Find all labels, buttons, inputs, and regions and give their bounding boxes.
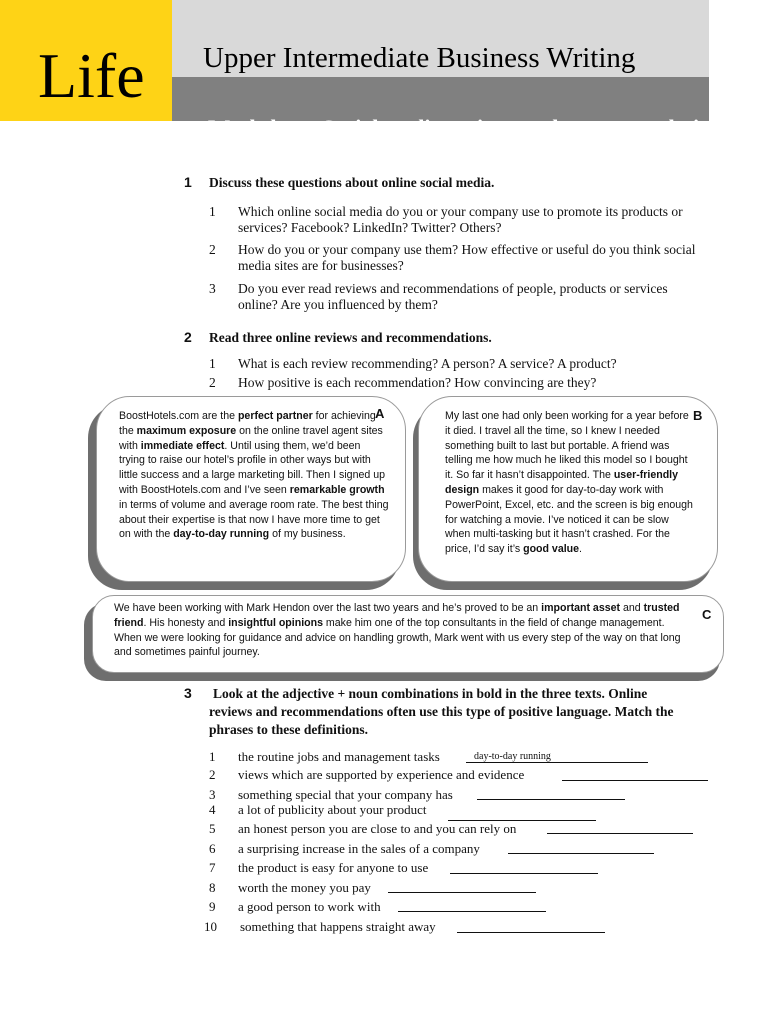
def-7-text: the product is easy for anyone to use	[238, 860, 429, 875]
review-c-bold-1: important asset	[541, 602, 621, 614]
def-1-text: the routine jobs and management tasks	[238, 749, 440, 764]
review-a-bold-5: day-to-day running	[173, 528, 270, 541]
life-logo: Life	[38, 40, 145, 111]
def-8-text: worth the money you pay	[238, 880, 371, 895]
s2-q2-text: How positive is each recommendation? How convincing are they?	[238, 375, 597, 390]
review-a-bold-2: maximum exposure	[136, 424, 237, 437]
def-6-text: a surprising increase in the sales of a company	[238, 841, 480, 856]
def-10-text: something that happens straight away	[240, 919, 436, 934]
section-3-heading-line-2: reviews and recommendations often use this type of positive language. Match the	[209, 704, 674, 719]
review-c-bold-3: insightful opinions	[228, 616, 323, 629]
s1-q3-number: 3	[209, 281, 216, 296]
def-2-answer-line[interactable]	[562, 780, 708, 781]
def-5-number: 5	[209, 821, 216, 836]
review-a-bold-4: remarkable growth	[289, 483, 385, 496]
s2-q2-number: 2	[209, 375, 216, 390]
def-8-number: 8	[209, 880, 216, 895]
def-2-text: views which are supported by experience and evidence	[238, 767, 525, 782]
def-8-answer-line[interactable]	[388, 892, 536, 893]
def-6-answer-line[interactable]	[508, 853, 654, 854]
def-3-text: something special that your company has	[238, 787, 453, 802]
def-5-text: an honest person you are close to and you can rely on	[238, 821, 517, 836]
def-1-number: 1	[209, 749, 216, 764]
def-5-answer-line[interactable]	[547, 833, 693, 834]
review-a-bubble: BoostHotels.com are the perfect partner for achieving the maximum exposure on the online travel agent sites with immediate effect. Until using them, we’d been trying to raise our hotel’s profile in other ways but with little success and a large marketing bill. Then I signed up with BoostHotels.com and I’ve seen remarkable growth in terms of volume and average room rate. The best thing about their expertise is that now I have more time to get on with the day-to-day running of my business.	[96, 396, 406, 582]
def-10-number: 10	[204, 919, 217, 934]
def-9-answer-line[interactable]	[398, 911, 546, 912]
review-c-letter: C	[702, 607, 712, 622]
def-3-answer-line[interactable]	[477, 799, 625, 800]
page-title: Upper Intermediate Business Writing	[203, 42, 636, 74]
section-3-heading-line-3: phrases to these definitions.	[209, 722, 369, 737]
worksheet-subtitle-cut: Worksheet: Social media reviews and recommendations	[208, 115, 731, 140]
def-4-number: 4	[209, 802, 216, 817]
section-2-heading: Read three online reviews and recommendations.	[209, 330, 492, 345]
section-3-heading-line-1: Look at the adjective + noun combinations in bold in the three texts. Online	[213, 686, 648, 701]
def-9-number: 9	[209, 899, 216, 914]
s1-q2-number: 2	[209, 242, 216, 257]
def-7-answer-line[interactable]	[450, 873, 598, 874]
def-7-number: 7	[209, 860, 216, 875]
review-b-bold-2: good value	[523, 543, 580, 556]
s1-q2-text: How do you or your company use them? How effective or useful do you think social media sites are for businesses?	[238, 242, 696, 273]
s1-q3-text: Do you ever read reviews and recommendations of people, products or services online? Are you influenced by them?	[238, 281, 668, 312]
def-4-text: a lot of publicity about your product	[238, 802, 427, 817]
s1-q1-number: 1	[209, 204, 216, 219]
section-3-number: 3	[184, 685, 192, 701]
review-b-letter: B	[693, 408, 703, 423]
review-a-letter: A	[375, 406, 385, 421]
s2-q1-number: 1	[209, 356, 216, 371]
def-2-number: 2	[209, 767, 216, 782]
review-c-bold-2: trusted friend	[114, 602, 680, 629]
def-1-answer-line[interactable]	[466, 762, 648, 763]
def-6-number: 6	[209, 841, 216, 856]
review-a-bold-1: perfect partner	[237, 410, 313, 422]
review-b-bold-1: user-friendly design	[445, 469, 678, 496]
def-9-text: a good person to work with	[238, 899, 381, 914]
def-3-number: 3	[209, 787, 216, 802]
s1-q1-text: Which online social media do you or your company use to promote its products or services? Facebook? LinkedIn? Twitter? Others?	[238, 204, 683, 235]
s2-q1-text: What is each review recommending? A person? A service? A product?	[238, 356, 617, 371]
def-1-answer: day-to-day running	[474, 751, 551, 762]
header-banner-dark	[172, 77, 731, 140]
review-a-bold-3: immediate effect	[140, 439, 225, 452]
review-b-bubble: My last one had only been working for a year before it died. I travel all the time, so I knew I needed something built to last but portable. A friend was telling me how much he liked this model so I bought it. So far it hasn’t disappointed. The user-friendly design makes it good for day-to-day work with PowerPoint, Excel, etc. and the screen is big enough for watching a movie. I’ve noticed it can be slow when multi-tasking but it hasn’t crashed. For the price, I’d say it’s good value.	[418, 396, 718, 582]
section-2-number: 2	[184, 329, 192, 345]
review-c-bubble: We have been working with Mark Hendon over the last two years and he’s proved to be an important asset and trusted friend. His honesty and insightful opinions make him one of the top consultants in the field of change management. When we were looking for guidance and advice on handling growth, Mark went with us every step of the way on that long and sometimes painful journey.	[92, 595, 724, 673]
def-10-answer-line[interactable]	[457, 932, 605, 933]
section-1-number: 1	[184, 174, 192, 190]
section-1-heading: Discuss these questions about online social media.	[209, 175, 495, 190]
